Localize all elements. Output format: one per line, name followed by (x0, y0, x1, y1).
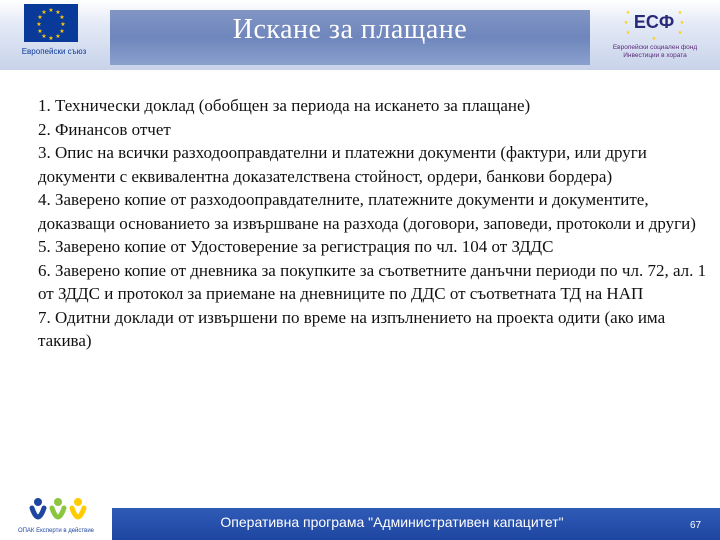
svg-text:★: ★ (41, 9, 47, 16)
svg-text:★: ★ (37, 28, 43, 35)
svg-text:★: ★ (48, 7, 54, 14)
eu-caption: Европейски съюз (21, 47, 87, 56)
list-item: 4. Заверено копие от разходооправдателните, платежните документи и документите, доказващи основанието за извършване на разхода (договори, заповеди, протоколи и други) (38, 190, 696, 233)
opak-figures-icon (4, 496, 108, 528)
svg-text:★: ★ (59, 14, 65, 21)
svg-text:★: ★ (651, 36, 657, 42)
svg-text:★: ★ (36, 21, 42, 28)
slide-title: Искане за плащане (232, 14, 468, 45)
esf-mark-text: ЕСФ (633, 12, 675, 32)
list-item: 6. Заверено копие от дневника за покупките за съответните данъчни периоди по чл. 72, ал. 1 от ЗДДС и протокол за приемане на дневниците по ДДС от съответната ТД на НАП (38, 260, 707, 303)
esf-caption (600, 44, 710, 60)
svg-text:★: ★ (623, 20, 629, 26)
svg-text:★: ★ (55, 9, 61, 16)
list-item: 2. Финансов отчет (38, 119, 171, 139)
svg-text:★: ★ (677, 30, 683, 36)
svg-text:★: ★ (59, 28, 65, 35)
document-list (38, 94, 710, 353)
svg-text:★: ★ (37, 14, 43, 21)
svg-text:★: ★ (48, 35, 54, 42)
list-item: 1. Технически доклад (обобщен за периода на искането за плащане) (38, 96, 531, 115)
esf-logo (600, 4, 710, 66)
svg-text:★: ★ (625, 30, 631, 36)
program-title: Оперативна програма "Административен капацитет" (220, 514, 564, 530)
svg-text:★: ★ (41, 33, 47, 40)
svg-text:★: ★ (55, 33, 61, 40)
slide-header (0, 0, 720, 70)
page-number: 67 (690, 520, 702, 531)
list-item: 3. Опис на всички разходооправдателни и платежни документи (фактури, или други документи с еквивалентна доказателствена стойност, ордери, банкови бордера) (38, 143, 647, 186)
opak-caption: ОПАК Експерти в действие (17, 528, 95, 534)
list-item: 5. Заверено копие от Удостоверение за регистрация по чл. 104 от ЗДДС (38, 237, 554, 256)
svg-text:★: ★ (677, 10, 683, 16)
opak-logo (4, 496, 108, 540)
list-item: 7. Одитни доклади от извършени по време на изпълнението на проекта одити (ако има такива) (38, 307, 666, 350)
svg-text:★: ★ (60, 21, 66, 28)
svg-text:★: ★ (679, 20, 685, 26)
eu-flag-icon (24, 4, 78, 42)
esf-mark-icon (622, 6, 686, 42)
eu-logo (14, 4, 88, 64)
svg-text:★: ★ (625, 10, 631, 16)
esf-caption-line-2: Инвестиции в хората (623, 52, 687, 59)
esf-caption-line-1: Европейски социален фонд (612, 44, 698, 51)
